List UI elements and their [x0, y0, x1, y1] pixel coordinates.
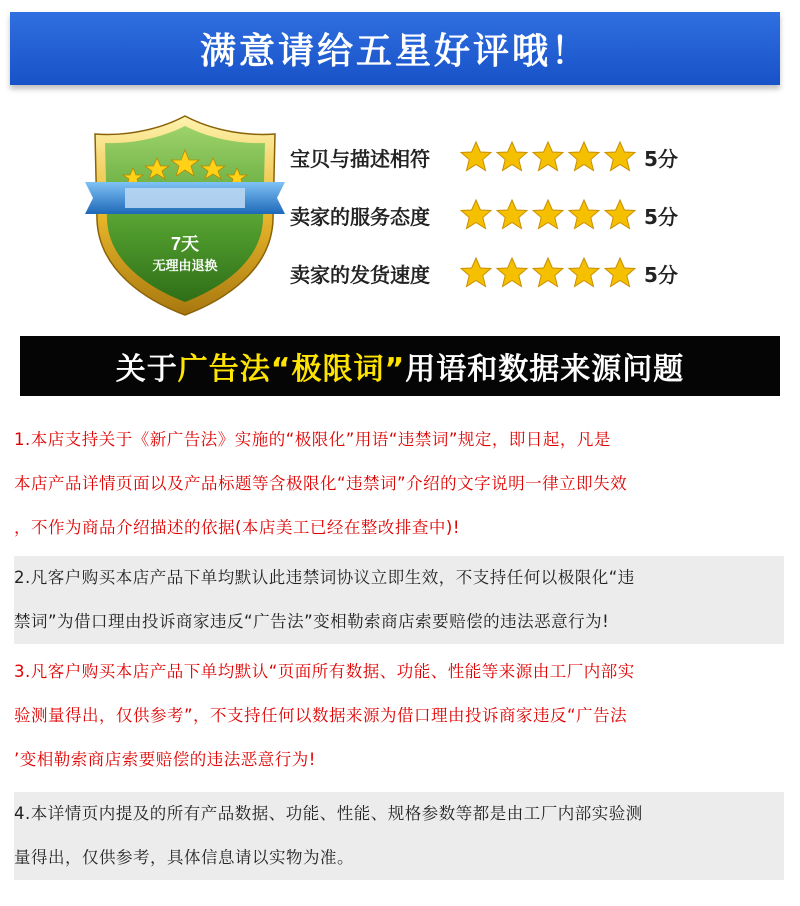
- star-icon: [460, 141, 492, 173]
- paragraph-line: 本店产品详情页面以及产品标题等含极限化“违禁词”介绍的文字说明一律立即失效: [14, 474, 628, 493]
- star-icon: [604, 257, 636, 289]
- star-icon: [460, 257, 492, 289]
- paragraph-line: ，不作为商品介绍描述的依据(本店美工已经在整改排查中)!: [14, 518, 460, 537]
- top-banner: [10, 12, 780, 85]
- paragraph-line: 量得出，仅供参考，具体信息请以实物为准。: [14, 848, 354, 867]
- star-icon: [604, 141, 636, 173]
- paragraph-line: 禁词”为借口理由投诉商家违反“广告法”变相勒索商店索要赔偿的违法恶意行为!: [14, 612, 610, 631]
- rating-row: [290, 186, 710, 244]
- rating-stars: [460, 141, 638, 173]
- notice-banner: [20, 336, 780, 396]
- star-icon: [496, 199, 528, 231]
- paragraph-line: ’变相勒索商店索要赔偿的违法恶意行为!: [14, 750, 316, 769]
- rating-row: [290, 244, 710, 302]
- star-icon: [496, 257, 528, 289]
- ratings-list: [290, 128, 710, 302]
- star-icon: [532, 199, 564, 231]
- notice-paragraph-1: [14, 418, 784, 550]
- badge-subtitle: 无理由退换: [152, 259, 218, 274]
- star-icon: [496, 141, 528, 173]
- guarantee-badge: [85, 110, 285, 320]
- notice-suffix: 用语和数据来源问题: [405, 352, 685, 387]
- rating-label: 宝贝与描述相符: [290, 146, 430, 171]
- top-banner-text: 满意请给五星好评哦！: [199, 31, 590, 72]
- star-icon: [532, 257, 564, 289]
- rating-score: 5分: [644, 204, 678, 229]
- rating-score: 5分: [644, 262, 678, 287]
- star-icon: [568, 257, 600, 289]
- rating-stars: [460, 199, 638, 231]
- rating-label: 卖家的发货速度: [290, 262, 430, 287]
- star-icon: [460, 199, 492, 231]
- rating-stars: [460, 257, 638, 289]
- blurred-logo: [125, 188, 245, 208]
- paragraph-line: 1.本店支持关于《新广告法》实施的“极限化”用语“违禁词”规定，即日起，凡是: [14, 430, 611, 449]
- rating-score: 5分: [644, 146, 678, 171]
- notice-paragraph-2: [14, 556, 784, 644]
- star-icon: [568, 141, 600, 173]
- badge-days: 7天: [170, 234, 200, 254]
- paragraph-line: 4.本详情页内提及的所有产品数据、功能、性能、规格参数等都是由工厂内部实验测: [14, 804, 643, 823]
- rating-label: 卖家的服务态度: [290, 204, 430, 229]
- paragraph-line: 2.凡客户购买本店产品下单均默认此违禁词协议立即生效，不支持任何以极限化“违: [14, 568, 635, 587]
- notice-paragraph-4: [14, 792, 784, 880]
- star-icon: [568, 199, 600, 231]
- star-icon: [532, 141, 564, 173]
- paragraph-line: 验测量得出，仅供参考”，不支持任何以数据来源为借口理由投诉商家违反“广告法: [14, 706, 628, 725]
- notice-paragraph-3: [14, 650, 784, 782]
- notice-prefix: 关于: [115, 352, 178, 387]
- rating-row: [290, 128, 710, 186]
- paragraph-line: 3.凡客户购买本店产品下单均默认“页面所有数据、功能、性能等来源由工厂内部实: [14, 662, 635, 681]
- notice-highlight: 广告法“极限词”: [177, 352, 406, 387]
- star-icon: [604, 199, 636, 231]
